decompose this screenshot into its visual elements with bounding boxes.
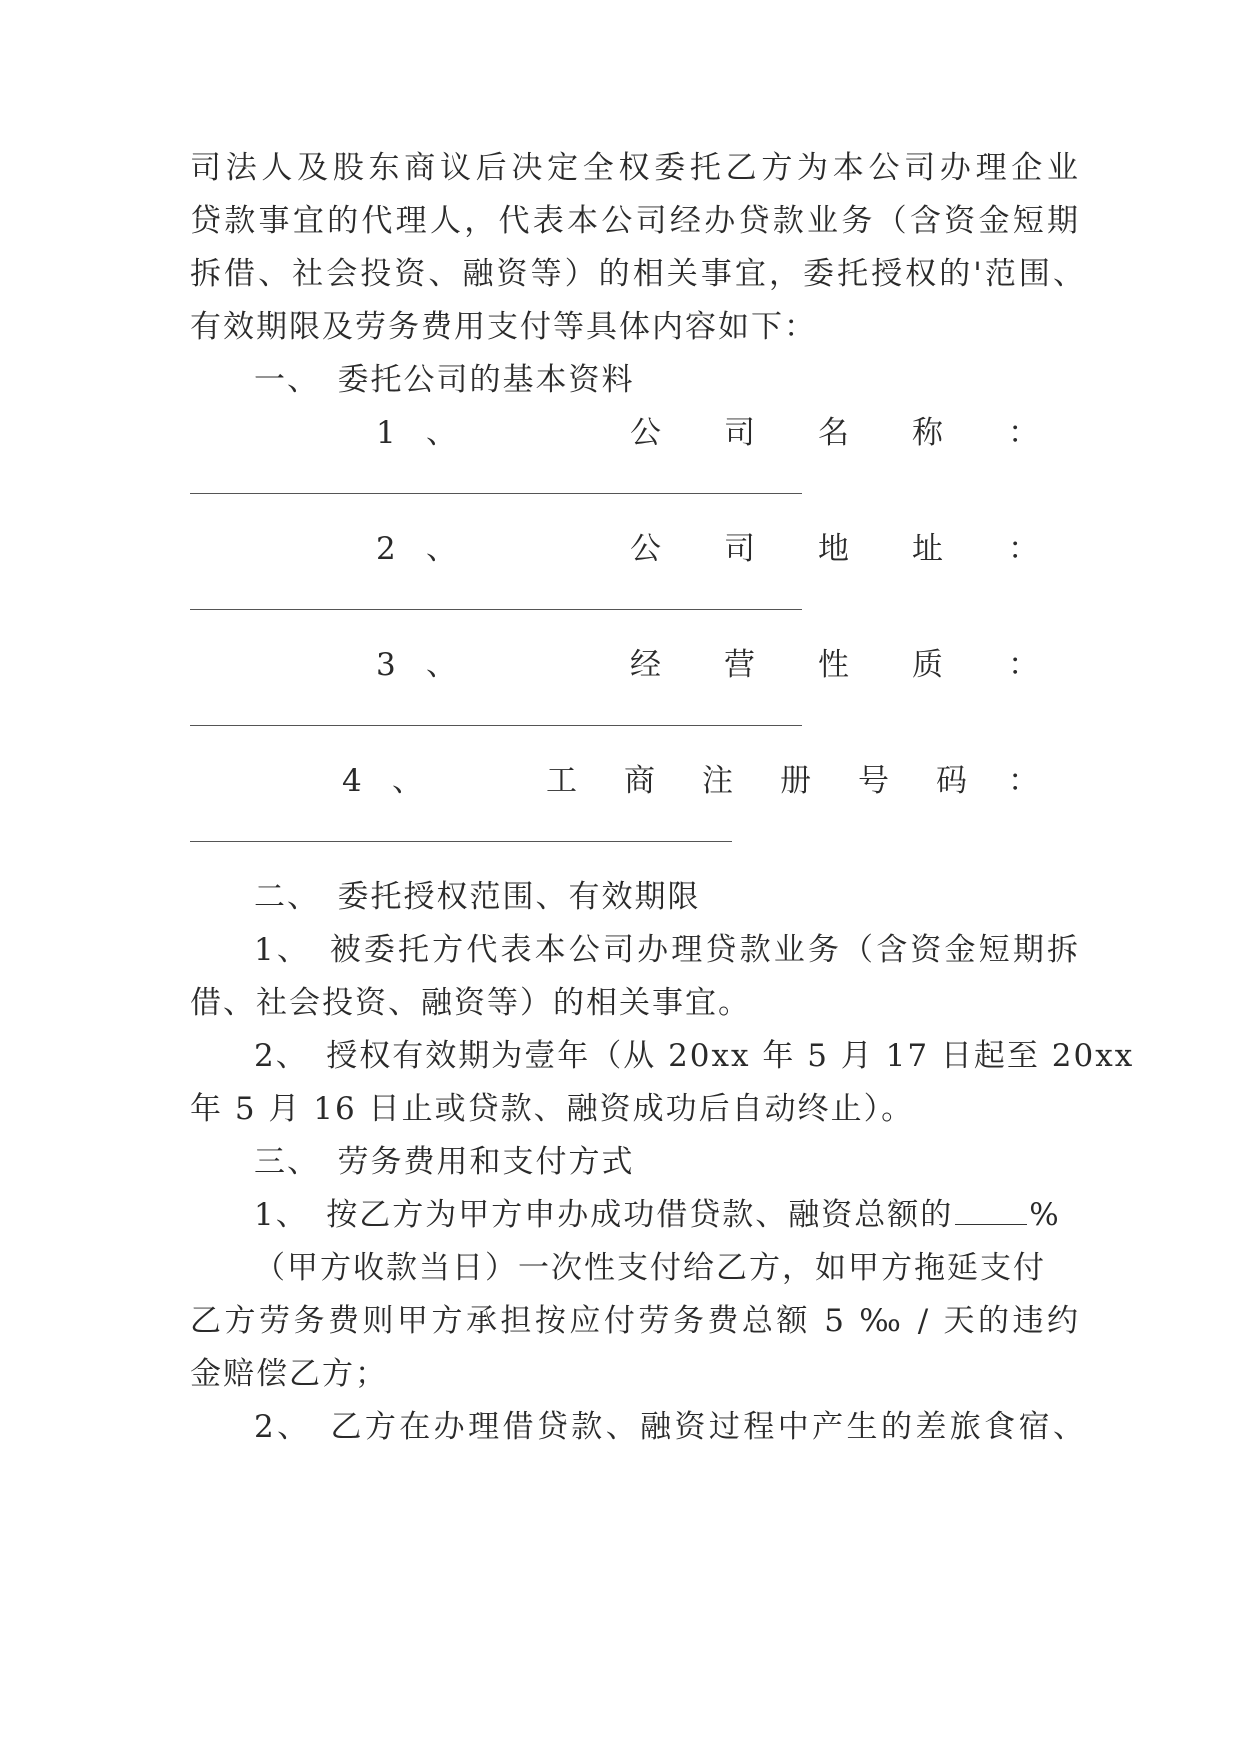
field-label-char: 公 <box>630 415 661 451</box>
field-label-char: 商 <box>624 763 655 799</box>
section3-item1-line2: （甲方收款当日）一次性支付给乙方，如甲方拖延支付 <box>254 1250 1046 1286</box>
field-colon: ： <box>1008 647 1039 683</box>
section3-item2-line1: 2、 乙方在办理借贷款、融资过程中产生的差旅食宿、 <box>254 1409 1086 1445</box>
field-label-char: 性 <box>818 647 849 683</box>
section2-heading: 二、 委托授权范围、有效期限 <box>254 879 701 915</box>
field-number: 4 <box>342 763 362 799</box>
field-registration-number <box>190 761 1072 801</box>
intro-line-3: 拆借、社会投资、融资等）的相关事宜，委托授权的'范围、 <box>190 256 1086 292</box>
field-number: 2 <box>376 531 396 567</box>
field-label-char: 码 <box>936 763 967 799</box>
field-label-char: 营 <box>724 647 755 683</box>
field-business-nature <box>190 645 1072 685</box>
field-label-char: 质 <box>912 647 943 683</box>
field-company-name <box>190 413 1072 453</box>
field-label-char: 称 <box>912 415 943 451</box>
section3-item1-line4: 金赔偿乙方； <box>190 1356 388 1392</box>
fill-in-line <box>190 493 802 494</box>
field-label-char: 名 <box>818 415 849 451</box>
field-label-char: 号 <box>858 763 889 799</box>
section2-item1-line1: 1、 被委托方代表本公司办理贷款业务（含资金短期拆 <box>254 932 1080 968</box>
section1-heading: 一、 委托公司的基本资料 <box>254 362 635 398</box>
field-label-char: 工 <box>546 763 577 799</box>
section3-item1-line1 <box>254 1195 1080 1235</box>
fill-in-line <box>190 609 802 610</box>
field-separator: 、 <box>392 763 423 799</box>
intro-line-4: 有效期限及劳务费用支付等具体内容如下： <box>190 309 817 345</box>
section3-item1-text: 1、 按乙方为甲方申办成功借贷款、融资总额的 <box>254 1197 954 1233</box>
field-label-char: 址 <box>912 531 943 567</box>
field-label-char: 册 <box>780 763 811 799</box>
field-number: 1 <box>376 415 396 451</box>
field-label-char: 公 <box>630 531 661 567</box>
percent-sign: % <box>1029 1197 1061 1233</box>
field-company-address <box>190 529 1072 569</box>
section3-item1-line3: 乙方劳务费则甲方承担按应付劳务费总额 5 ‰ / 天的违约 <box>190 1303 1080 1339</box>
section2-item1-line2: 借、社会投资、融资等）的相关事宜。 <box>190 985 751 1021</box>
field-separator: 、 <box>426 415 457 451</box>
field-label-char: 经 <box>630 647 661 683</box>
intro-line-2: 贷款事宜的代理人，代表本公司经办贷款业务（含资金短期 <box>190 203 1080 239</box>
section2-item2-line2: 年 5 月 16 日止或贷款、融资成功后自动终止）。 <box>190 1091 915 1127</box>
field-colon: ： <box>1008 531 1039 567</box>
field-number: 3 <box>376 647 396 683</box>
field-label-char: 注 <box>702 763 733 799</box>
fill-in-line <box>190 841 732 842</box>
field-colon: ： <box>1008 415 1039 451</box>
field-colon: ： <box>1008 763 1039 799</box>
section2-item2-line1: 2、 授权有效期为壹年（从 20xx 年 5 月 17 日起至 20xx <box>254 1038 1135 1074</box>
field-separator: 、 <box>426 531 457 567</box>
percent-blank <box>955 1198 1027 1225</box>
fill-in-line <box>190 725 802 726</box>
section3-heading: 三、 劳务费用和支付方式 <box>254 1144 635 1180</box>
intro-line-1: 司法人及股东商议后决定全权委托乙方为本公司办理企业 <box>190 150 1080 186</box>
field-separator: 、 <box>426 647 457 683</box>
field-label-char: 司 <box>724 415 755 451</box>
field-label-char: 司 <box>724 531 755 567</box>
field-label-char: 地 <box>818 531 849 567</box>
